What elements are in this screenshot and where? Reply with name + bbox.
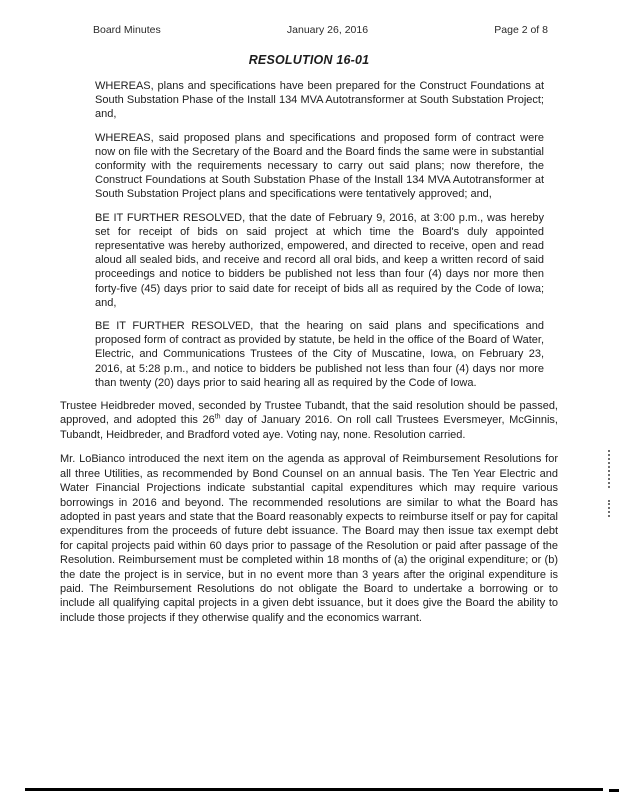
motion-text-end: day of January 2016. On roll call Trustees Eversmeyer, McGinnis, Tubandt, Heidbreder, and Bradford voted aye. Voting nay, none. Resolution carried. bbox=[60, 414, 558, 441]
scan-artifact-mark bbox=[608, 500, 610, 517]
resolution-paragraph-whereas-1: WHEREAS, plans and specifications have been prepared for the Construct Foundations at South Substation Phase of the Install 134 MVA Autotransformer at South Substation Project; and, bbox=[95, 80, 544, 121]
resolution-paragraph-resolved-2: BE IT FURTHER RESOLVED, that the hearing on said plans and specifications and proposed form of contract as provided by statute, be held in the office of the Board of Water, Electric, and Communications Trustees of the City of Muscatine, Iowa, on February 23, 2016, at 5:28 p.m., and notice to bidders be published not less than four (4) days nor more than twenty (20) days prior to said hearing all as required by the Code of Iowa. bbox=[95, 320, 544, 389]
resolution-paragraph-whereas-2: WHEREAS, said proposed plans and specifications and proposed form of contract were now on file with the Secretary of the Board and the Board finds the same were in substantial conformity with the requirements necessary to carry out said plans; now therefore, the Construct Foundations at South Substation Phase of the Install 134 MVA Autotransformer at South Substation Project plans and specifications were tentatively approved; and, bbox=[95, 131, 544, 201]
header-page-number: Page 2 of 8 bbox=[494, 24, 548, 36]
page-bottom-rule bbox=[25, 788, 603, 791]
motion-text-start: Trustee Heidbreder moved, seconded by Trustee Tubandt, that the said resolution should be passed, approved, and adopted this 26 bbox=[60, 400, 558, 427]
page-header bbox=[60, 24, 558, 36]
motion-paragraph bbox=[60, 399, 558, 442]
page-bottom-rule-dash bbox=[609, 789, 619, 792]
scan-artifact-mark bbox=[608, 450, 610, 488]
header-document-title: Board Minutes bbox=[93, 24, 161, 36]
reimbursement-paragraph: Mr. LoBianco introduced the next item on the agenda as approval of Reimbursement Resolutions for all three Utilities, as recommended by Bond Counsel on an annual basis. The Ten Year Electric and Water Financial Projections indicate substantial capital expenditures which may require various borrowings in 2016 and beyond. The recommended resolutions are similar to what the Board has adopted in past years and state that the Board reasonably expects to reimburse itself or pay for capital expenditures from the proceeds of future debt issuance. The Board may then issue tax exempt debt for capital projects paid within 60 days prior to passage of the Resolution or paid after passage of the Resolution. Reimbursement must be completed within 18 months of (a) the original expenditure; or (b) the date the project is in service, but in no event more than 3 years after the original expenditure is paid. The Reimbursement Resolutions do not obligate the Board to undertake a borrowing or to include all qualifying capital projects in a given debt issuance, but it does give the Board the ability to include those projects if they otherwise qualify and the economics warrant. bbox=[60, 453, 558, 624]
header-date: January 26, 2016 bbox=[286, 24, 369, 36]
resolution-paragraph-resolved-1: BE IT FURTHER RESOLVED, that the date of February 9, 2016, at 3:00 p.m., was hereby set for receipt of bids on said project at which time the Board's duly appointed representative was hereby authorized, empowered, and directed to receive, open and read aloud all sealed bids, and receive and record all oral bids, and keep a written record of said proceedings and notice to bidders be published not less than four (4) days nor more then forty-five (45) days prior to said date for receipt of bids all as required by the Code of Iowa; and, bbox=[95, 211, 544, 309]
ordinal-suffix: th bbox=[214, 413, 221, 421]
resolution-title: RESOLUTION 16-01 bbox=[248, 53, 370, 67]
